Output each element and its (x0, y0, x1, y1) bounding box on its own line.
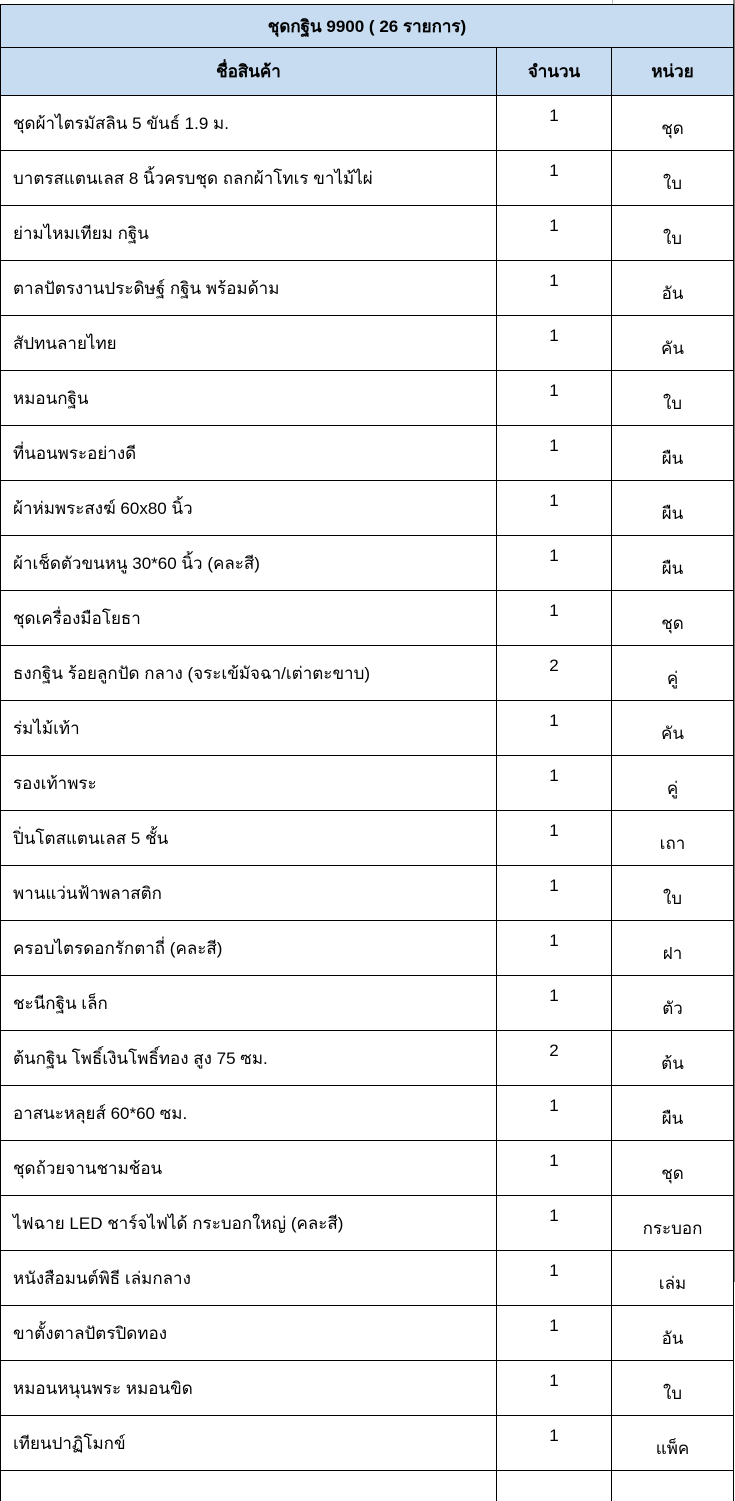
table-row (1, 316, 734, 371)
cell-qty: 1 (497, 1306, 612, 1361)
table-row (1, 206, 734, 261)
cell-unit: ผืน (612, 536, 734, 591)
table-row (1, 591, 734, 646)
cell-qty: 1 (497, 1361, 612, 1416)
cell-unit: อัน (612, 261, 734, 316)
cell-name: ชุดผ้าไตรมัสลิน 5 ขันธ์ 1.9 ม. (1, 96, 497, 151)
table-row (1, 371, 734, 426)
cell-unit: คู่ (612, 756, 734, 811)
table-row (1, 1141, 734, 1196)
cell-name: บาตรสแตนเลส 8 นิ้วครบชุด ถลกผ้าโทเร ขาไม้ไผ่ (1, 151, 497, 206)
cell-unit: คู่ (612, 646, 734, 701)
cell-unit: ใบ (612, 151, 734, 206)
cell-unit: ใบ (612, 866, 734, 921)
cell-name: ร่มไม้เท้า (1, 701, 497, 756)
table-row (1, 1306, 734, 1361)
cell-qty: 1 (497, 811, 612, 866)
cell-qty: 2 (497, 646, 612, 701)
table-row (1, 1031, 734, 1086)
cell-name: หมอนหนุนพระ หมอนขิด (1, 1361, 497, 1416)
cell-qty: 1 (497, 371, 612, 426)
cell-qty: 1 (497, 1141, 612, 1196)
table-row (1, 151, 734, 206)
cell-qty: 1 (497, 481, 612, 536)
cell-qty: 1 (497, 1196, 612, 1251)
table-row (1, 426, 734, 481)
product-table (0, 4, 734, 1501)
cell-qty: 1 (497, 96, 612, 151)
header-unit: หน่วย (612, 48, 734, 96)
table-row (1, 1361, 734, 1416)
table-header-row (1, 48, 734, 96)
cell-name: ธงกฐิน ร้อยลูกปัด กลาง (จระเข้มัจฉา/เต่าตะขาบ) (1, 646, 497, 701)
cell-qty: 1 (497, 151, 612, 206)
cell-name: ครอบไตรดอกรักตาถี่ (คละสี) (1, 921, 497, 976)
cell-qty: 1 (497, 976, 612, 1031)
empty-cell (1, 1471, 497, 1501)
cell-unit: ผืน (612, 426, 734, 481)
header-qty: จำนวน (497, 48, 612, 96)
header-name: ชื่อสินค้า (1, 48, 497, 96)
table-row (1, 701, 734, 756)
table-row (1, 646, 734, 701)
cell-qty: 1 (497, 756, 612, 811)
cell-name: หนังสือมนต์พิธี เล่มกลาง (1, 1251, 497, 1306)
cell-name: หมอนกฐิน (1, 371, 497, 426)
cell-name: ชะนีกฐิน เล็ก (1, 976, 497, 1031)
cell-name: ชุดเครื่องมือโยธา (1, 591, 497, 646)
cell-unit: เถา (612, 811, 734, 866)
cell-unit: ต้น (612, 1031, 734, 1086)
table-row (1, 1086, 734, 1141)
product-table-container (0, 4, 733, 1501)
cell-name: ต้นกฐิน โพธิ์เงินโพธิ์ทอง สูง 75 ซม. (1, 1031, 497, 1086)
cell-unit: ใบ (612, 1361, 734, 1416)
cell-unit: ผืน (612, 481, 734, 536)
cell-qty: 1 (497, 1416, 612, 1471)
cell-name: รองเท้าพระ (1, 756, 497, 811)
cell-unit: คัน (612, 316, 734, 371)
cell-qty: 1 (497, 536, 612, 591)
cell-qty: 1 (497, 316, 612, 371)
cell-name: ขาตั้งตาลปัตรปิดทอง (1, 1306, 497, 1361)
table-row (1, 261, 734, 316)
cell-unit: อัน (612, 1306, 734, 1361)
cell-qty: 1 (497, 426, 612, 481)
cell-name: พานแว่นฟ้าพลาสติก (1, 866, 497, 921)
cell-qty: 2 (497, 1031, 612, 1086)
cell-name: เทียนปาฏิโมกข์ (1, 1416, 497, 1471)
cell-name: ผ้าเช็ดตัวขนหนู 30*60 นิ้ว (คละสี) (1, 536, 497, 591)
table-row (1, 976, 734, 1031)
empty-cell (497, 1471, 612, 1501)
table-row (1, 96, 734, 151)
cell-unit: ชุด (612, 1141, 734, 1196)
cell-unit: ชุด (612, 96, 734, 151)
cell-unit: ตัว (612, 976, 734, 1031)
table-row (1, 921, 734, 976)
table-row (1, 481, 734, 536)
table-row (1, 1416, 734, 1471)
table-row (1, 811, 734, 866)
cell-qty: 1 (497, 261, 612, 316)
cell-name: อาสนะหลุยส์ 60*60 ซม. (1, 1086, 497, 1141)
cell-unit: คัน (612, 701, 734, 756)
cell-unit: ฝา (612, 921, 734, 976)
cell-unit: ใบ (612, 371, 734, 426)
cell-qty: 1 (497, 921, 612, 976)
table-row (1, 866, 734, 921)
cell-qty: 1 (497, 591, 612, 646)
cell-unit: ใบ (612, 206, 734, 261)
table-row-partial (1, 1471, 734, 1501)
table-row (1, 1251, 734, 1306)
cell-name: ที่นอนพระอย่างดี (1, 426, 497, 481)
cell-unit: ผืน (612, 1086, 734, 1141)
cell-unit: แพ็ค (612, 1416, 734, 1471)
cell-unit: กระบอก (612, 1196, 734, 1251)
cell-name: ตาลปัตรงานประดิษฐ์ กฐิน พร้อมด้าม (1, 261, 497, 316)
cell-name: ไฟฉาย LED ชาร์จไฟได้ กระบอกใหญ่ (คละสี) (1, 1196, 497, 1251)
cell-unit: ชุด (612, 591, 734, 646)
empty-cell (612, 1471, 734, 1501)
table-title: ชุดกฐิน 9900 ( 26 รายการ) (1, 5, 734, 48)
cell-qty: 1 (497, 206, 612, 261)
cell-qty: 1 (497, 701, 612, 756)
cell-name: ปิ่นโตสแตนเลส 5 ชั้น (1, 811, 497, 866)
cell-name: ย่ามไหมเทียม กฐิน (1, 206, 497, 261)
table-row (1, 756, 734, 811)
cell-name: สัปทนลายไทย (1, 316, 497, 371)
cell-qty: 1 (497, 866, 612, 921)
cell-qty: 1 (497, 1086, 612, 1141)
cell-name: ผ้าห่มพระสงฆ์ 60x80 นิ้ว (1, 481, 497, 536)
table-row (1, 1196, 734, 1251)
cell-qty: 1 (497, 1251, 612, 1306)
cell-unit: เล่ม (612, 1251, 734, 1306)
table-row (1, 536, 734, 591)
table-title-row (1, 5, 734, 48)
cell-name: ชุดถ้วยจานชามช้อน (1, 1141, 497, 1196)
